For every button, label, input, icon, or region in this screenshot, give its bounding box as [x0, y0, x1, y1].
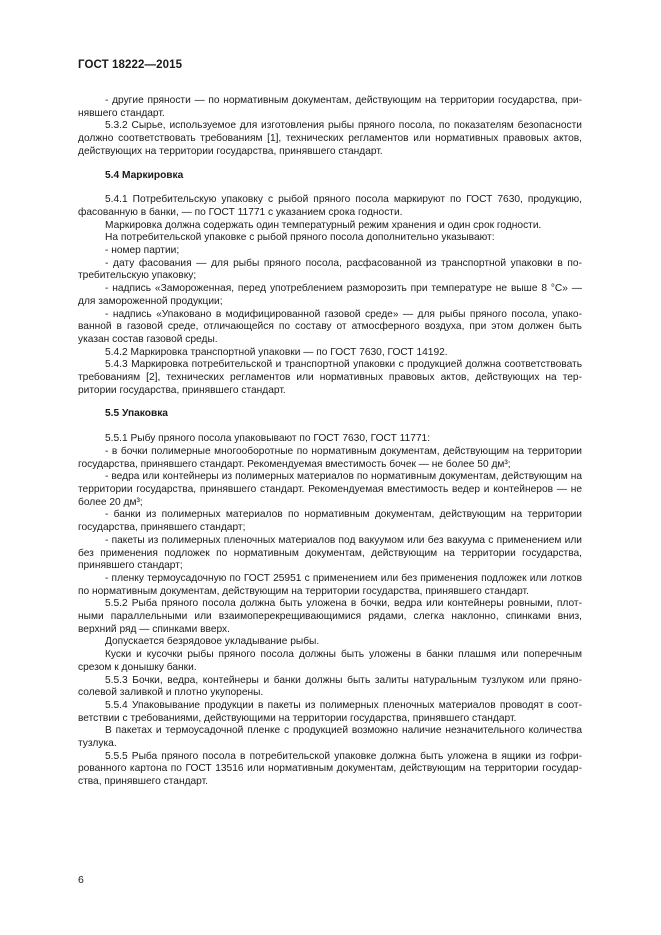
section-heading-marking: 5.4 Маркировка: [105, 169, 184, 181]
list-item: - надпись «Замороженная, перед употреблением разморозить при температуре не выше 8 °С» — для замороженной продукции;: [78, 283, 582, 307]
section-heading-packaging: 5.5 Упаковка: [105, 408, 168, 420]
document-body: [78, 95, 582, 789]
paragraph: 5.4.1 Потребительскую упаковку с рыбой пряного посола маркируют по ГОСТ 7630, продукцию, фасованную в банки, — по ГОСТ 11771 с указанием срока годности.: [78, 194, 582, 218]
paragraph: 5.5.5 Рыба пряного посола в потребительской упаковке должна быть уложена в ящики из гофрированного картона по ГОСТ 13516 или нормативным документам, действующим на территории государства, принявшего стандарт.: [78, 750, 582, 788]
paragraph: 5.5.3 Бочки, ведра, контейнеры и банки должны быть залиты натуральным тузлуком или пряно-солевой заливкой и плотно укупорены.: [78, 674, 582, 699]
paragraph: 5.3.2 Сырье, используемое для изготовления рыбы пряного посола, по показателям безопасности должно соответствовать требованиям [1], технических регламентов или нормативных правовых актов, действующих на территории государства, принявшего стандарт.: [78, 120, 582, 157]
list-item: - дату фасования — для рыбы пряного посола, расфасованной из транспортной упаковки в потребительскую упаковку;: [78, 257, 582, 282]
paragraph: 5.4.2 Маркировка транспортной упаковки — по ГОСТ 7630, ГОСТ 14192.: [105, 346, 448, 358]
paragraph: В пакетах и термоусадочной пленке с продукцией возможно наличие незначительного количества тузлука.: [78, 725, 582, 750]
paragraph: Допускается безрядовое укладывание рыбы.: [105, 636, 320, 648]
paragraph: 5.5.4 Упаковывание продукции в пакеты из полимерных пленочных материалов проводят в соответствии с требованиями, действующими на территории государства, принявшего стандарт.: [78, 699, 582, 724]
list-item: - банки из полимерных материалов по нормативным документам, действующим на территории государства, принявшего стандарт;: [78, 509, 582, 534]
paragraph: - другие пряности — по нормативным документам, действующим на территории государства, принявшего стандарт.: [78, 95, 582, 119]
paragraph: 5.5.1 Рыбу пряного посола упаковывают по ГОСТ 7630, ГОСТ 11771:: [105, 433, 431, 445]
document-code-header: ГОСТ 18222—2015: [78, 59, 183, 71]
page-number: 6: [78, 874, 84, 886]
paragraph: Маркировка должна содержать один температурный режим хранения и один срок годности.: [105, 219, 542, 231]
paragraph: 5.4.3 Маркировка потребительской и транспортной упаковки с продукцией должна соответствовать требованиям [2], технических регламентов или нормативных правовых актов, действующих на территории государства, принявшего стандарт.: [78, 359, 582, 396]
list-item: - пленку термоусадочную по ГОСТ 25951 с применением или без применения подложек или лотков по нормативным документам, действующим на территории государства, принявшего стандарт.: [78, 572, 582, 597]
list-item: - номер партии;: [105, 245, 180, 257]
list-item: - пакеты из полимерных пленочных материалов под вакуумом или без вакуума с применением или без применения подложек по нормативным документам, действующим на территории государства, принявшего стандарт;: [78, 534, 582, 572]
list-item: - надпись «Упаковано в модифицированной газовой среде» — для рыбы пряного посола, упакованной в газовой среде, отличающейся по составу от атмосферного воздуха, при этом должен быть указан состав газовой среды.: [78, 308, 582, 345]
list-item: - ведра или контейнеры из полимерных материалов по нормативным документам, действующим на территории государства, принявшего стандарт. Рекомендуемая вместимость ведер и контейнеров — не более 20 дм³;: [78, 471, 582, 508]
paragraph: Куски и кусочки рыбы пряного посола должны быть уложены в банки плашмя или поперечным срезом к донышку банки.: [78, 649, 582, 673]
paragraph: 5.5.2 Рыба пряного посола должна быть уложена в бочки, ведра или контейнеры ровными, плотными параллельными или взаимоперекрещивающимися рядами, слегка наклонно, спинками вниз, верхний ряд — спинками вверх.: [78, 598, 582, 635]
list-item: - в бочки полимерные многооборотные по нормативным документам, действующим на территории государства, принявшего стандарт. Рекомендуемая вместимость бочек — не более 50 дм³;: [78, 445, 582, 470]
paragraph: На потребительской упаковке с рыбой пряного посола дополнительно указывают:: [105, 232, 495, 244]
